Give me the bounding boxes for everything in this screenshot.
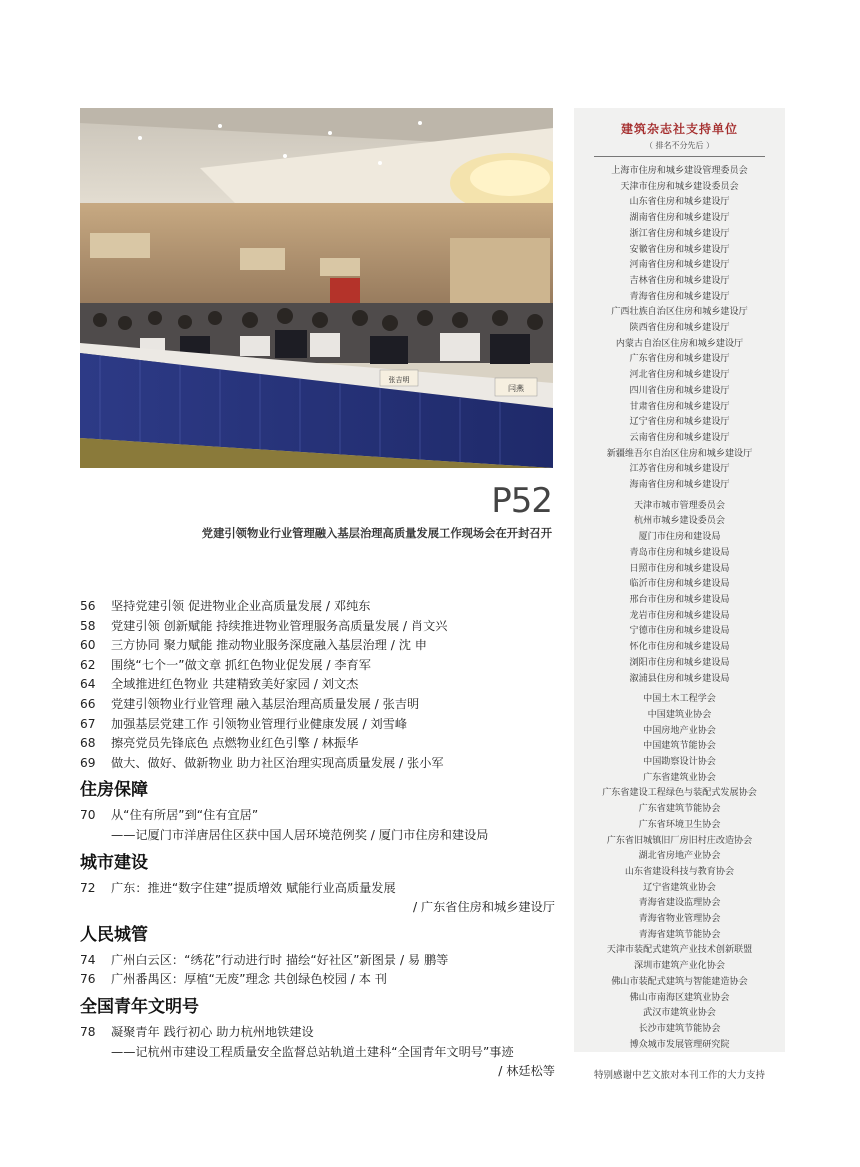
supporter-item: 溆浦县住房和城乡建设局	[629, 673, 730, 684]
toc-subtitle: ——记厦门市洋唐居住区获中国人居环境范例奖 / 厦门市住房和建设局	[111, 827, 489, 842]
supporters-group-provincial	[574, 164, 785, 494]
supporter-item: 云南省住房和城乡建设厅	[629, 432, 730, 443]
toc-title: 三方协同 聚力赋能 推动物业服务深度融入基层治理 / 沈 申	[111, 638, 427, 653]
supporter-item: 临沂市住房和城乡建设局	[629, 579, 730, 590]
toc-title: 擦亮党员先锋底色 点燃物业红色引擎 / 林振华	[111, 736, 359, 751]
supporter-item: 中国建筑业协会	[647, 709, 712, 720]
toc-item[interactable]	[80, 636, 555, 656]
supporter-item: 佛山市南海区建筑业协会	[629, 992, 730, 1003]
supporter-item: 中国房地产业协会	[643, 725, 716, 736]
toc-author: / 林廷松等	[498, 1064, 555, 1079]
supporter-item: 新疆维吾尔自治区住房和城乡建设厅	[606, 448, 753, 459]
supporter-item: 广东省环境卫生协会	[638, 819, 721, 830]
supporter-item: 江苏省住房和城乡建设厅	[629, 464, 730, 475]
supporter-item: 广东省住房和城乡建设厅	[629, 354, 730, 365]
supporter-item: 广东省建筑业协会	[643, 772, 716, 783]
toc-page-number: 67	[80, 716, 96, 731]
toc-item[interactable]	[80, 695, 555, 715]
section-title-housing: 住房保障	[80, 780, 148, 801]
sidebar-divider	[594, 156, 765, 157]
supporter-item: 陕西省住房和城乡建设厅	[629, 323, 730, 334]
toc-item[interactable]	[80, 806, 555, 826]
toc-title: 广州番禺区：厚植“无废”理念 共创绿色校园 / 本 刊	[111, 972, 387, 987]
supporter-item: 青海省住房和城乡建设厅	[629, 291, 730, 302]
toc-list	[80, 597, 555, 773]
toc-author: / 广东省住房和城乡建设厅	[412, 900, 555, 915]
toc-page-number: 72	[80, 880, 96, 895]
supporter-item: 杭州市城乡建设委员会	[634, 516, 725, 527]
toc-page-number: 76	[80, 972, 96, 987]
supporter-item: 怀化市住房和城乡建设局	[629, 642, 730, 653]
supporter-item: 天津市城市管理委员会	[634, 500, 725, 511]
toc-page-number: 58	[80, 618, 96, 633]
nameplate-2: 闫燕	[508, 384, 524, 393]
toc-item[interactable]	[80, 734, 555, 754]
supporter-item: 厦门市住房和建设局	[638, 532, 721, 543]
supporter-item: 湖北省房地产业协会	[638, 851, 721, 862]
sidebar-title: 建筑杂志社支持单位	[620, 122, 738, 136]
toc-page-number: 69	[80, 755, 96, 770]
supporter-item: 内蒙古自治区住房和城乡建设厅	[615, 338, 744, 349]
toc-title: 加强基层党建工作 引领物业管理行业健康发展 / 刘雪峰	[111, 716, 408, 731]
supporter-item: 青海省物业管理协会	[638, 914, 721, 925]
supporter-item: 上海市住房和城乡建设管理委员会	[611, 166, 748, 176]
toc-page-number: 62	[80, 657, 96, 672]
toc-item[interactable]	[80, 1023, 555, 1043]
supporter-item: 安徽省住房和城乡建设厅	[629, 244, 730, 255]
toc-title: 党建引领 创新赋能 持续推进物业管理服务高质量发展 / 肖文兴	[111, 618, 448, 633]
supporter-item: 广西壮族自治区住房和城乡建设厅	[611, 307, 748, 318]
supporter-item: 邢台市住房和城乡建设局	[629, 594, 730, 605]
toc-title: 从“住有所居”到“住有宜居”	[111, 808, 259, 823]
toc-page-number: 70	[80, 808, 96, 823]
supporter-item: 河南省住房和城乡建设厅	[629, 260, 730, 271]
supporter-item: 吉林省住房和城乡建设厅	[629, 275, 730, 286]
toc-page-number: 56	[80, 599, 96, 613]
supporter-item: 甘肃省住房和城乡建设厅	[629, 401, 730, 412]
sidebar-note: （ 排名不分先后 ）	[644, 141, 715, 150]
toc-title: 广州白云区：“绣花”行动进行时 描绘“好社区”新图景 / 易 鹏等	[111, 952, 449, 967]
supporter-item: 辽宁省住房和城乡建设厅	[629, 417, 730, 428]
toc-title: 党建引领物业行业管理 融入基层治理高质量发展 / 张吉明	[111, 696, 420, 711]
supporter-item: 日照市住房和城乡建设局	[629, 563, 730, 574]
photo-caption: 党建引领物业行业管理融入基层治理高质量发展工作现场会在开封召开	[201, 527, 552, 540]
supporter-item: 广东省建设工程绿色与装配式发展协会	[602, 788, 757, 799]
supporter-item: 博众城市发展管理研究院	[629, 1039, 730, 1050]
supporter-item: 宁德市住房和城乡建设局	[629, 626, 730, 637]
supporter-item: 山东省住房和城乡建设厅	[629, 197, 730, 208]
supporter-item: 佛山市装配式建筑与智能建造协会	[611, 976, 748, 987]
supporter-item: 天津市住房和城乡建设委员会	[620, 181, 739, 192]
toc-page-number: 66	[80, 696, 96, 711]
toc-subtitle: ——记杭州市建设工程质量安全监督总站轨道土建科“全国青年文明号”事迹	[111, 1044, 514, 1059]
toc-title: 围绕“七个一”做文章 抓红色物业促发展 / 李育军	[111, 657, 371, 672]
table-of-contents	[80, 597, 555, 1082]
supporter-item: 青海省建设监理协会	[638, 898, 721, 909]
toc-title: 全域推进红色物业 共建精致美好家园 / 刘文杰	[111, 677, 359, 692]
supporter-item: 湖南省住房和城乡建设厅	[629, 213, 730, 224]
toc-item[interactable]	[80, 951, 555, 971]
supporter-item: 天津市装配式建筑产业技术创新联盟	[606, 945, 753, 956]
supporter-item: 中国建筑节能协会	[643, 741, 716, 752]
toc-item[interactable]	[80, 656, 555, 676]
toc-page-number: 60	[80, 638, 96, 653]
nameplate-1: 张吉明	[388, 376, 410, 384]
toc-title: 凝聚青年 践行初心 助力杭州地铁建设	[111, 1024, 314, 1039]
toc-item[interactable]	[80, 715, 555, 735]
section-title-youth: 全国青年文明号	[80, 996, 199, 1017]
toc-page-number: 68	[80, 736, 96, 751]
supporter-item: 长沙市建筑节能协会	[638, 1023, 721, 1034]
toc-page-number: 64	[80, 677, 96, 692]
supporter-item: 龙岩市住房和城乡建设局	[629, 610, 730, 621]
supporter-item: 四川省住房和城乡建设厅	[629, 385, 730, 396]
supporter-item: 深圳市建筑产业化协会	[634, 961, 725, 972]
toc-page-number: 74	[80, 952, 96, 967]
supporter-item: 青海省建筑节能协会	[638, 929, 721, 940]
thanks-note: 特别感谢中艺文旅对本刊工作的大力支持	[593, 1070, 765, 1081]
supporters-group-associations	[574, 692, 785, 1053]
toc-title: 广东：推进“数字住建”提质增效 赋能行业高质量发展	[111, 880, 396, 895]
toc-title: 坚持党建引领 促进物业企业高质量发展 / 邓纯东	[111, 599, 371, 613]
toc-item[interactable]	[80, 970, 555, 990]
supporter-item: 广东省旧城镇旧厂房旧村庄改造协会	[606, 835, 753, 846]
supporter-item: 武汉市建筑业协会	[643, 1008, 716, 1019]
supporter-item: 辽宁省建筑业协会	[643, 882, 716, 893]
toc-item[interactable]	[80, 617, 555, 637]
supporter-item: 山东省建设科技与教育协会	[624, 866, 735, 877]
supporter-item: 浙江省住房和城乡建设厅	[629, 228, 730, 239]
toc-page-number: 78	[80, 1024, 96, 1039]
section-title-urban: 城市建设	[80, 852, 148, 873]
conference-photo	[80, 108, 553, 468]
toc-item[interactable]	[80, 597, 555, 617]
supporter-item: 海南省住房和城乡建设厅	[629, 480, 730, 491]
supporters-sidebar	[574, 108, 785, 1052]
toc-title: 做大、做好、做新物业 助力社区治理实现高质量发展 / 张小军	[111, 755, 444, 770]
supporter-item: 中国勘察设计协会	[643, 757, 716, 768]
supporter-item: 浏阳市住房和城乡建设局	[629, 657, 730, 668]
supporters-group-municipal	[574, 499, 785, 687]
supporter-item: 青岛市住房和城乡建设局	[629, 547, 730, 558]
page-number: P52	[491, 481, 552, 521]
toc-item[interactable]	[80, 879, 555, 899]
section-title-people: 人民城管	[80, 924, 148, 945]
supporter-item: 广东省建筑节能协会	[638, 804, 721, 815]
supporter-item: 河北省住房和城乡建设厅	[629, 370, 730, 381]
toc-item[interactable]	[80, 754, 555, 774]
supporter-item: 中国土木工程学会	[643, 694, 716, 705]
toc-item[interactable]	[80, 675, 555, 695]
